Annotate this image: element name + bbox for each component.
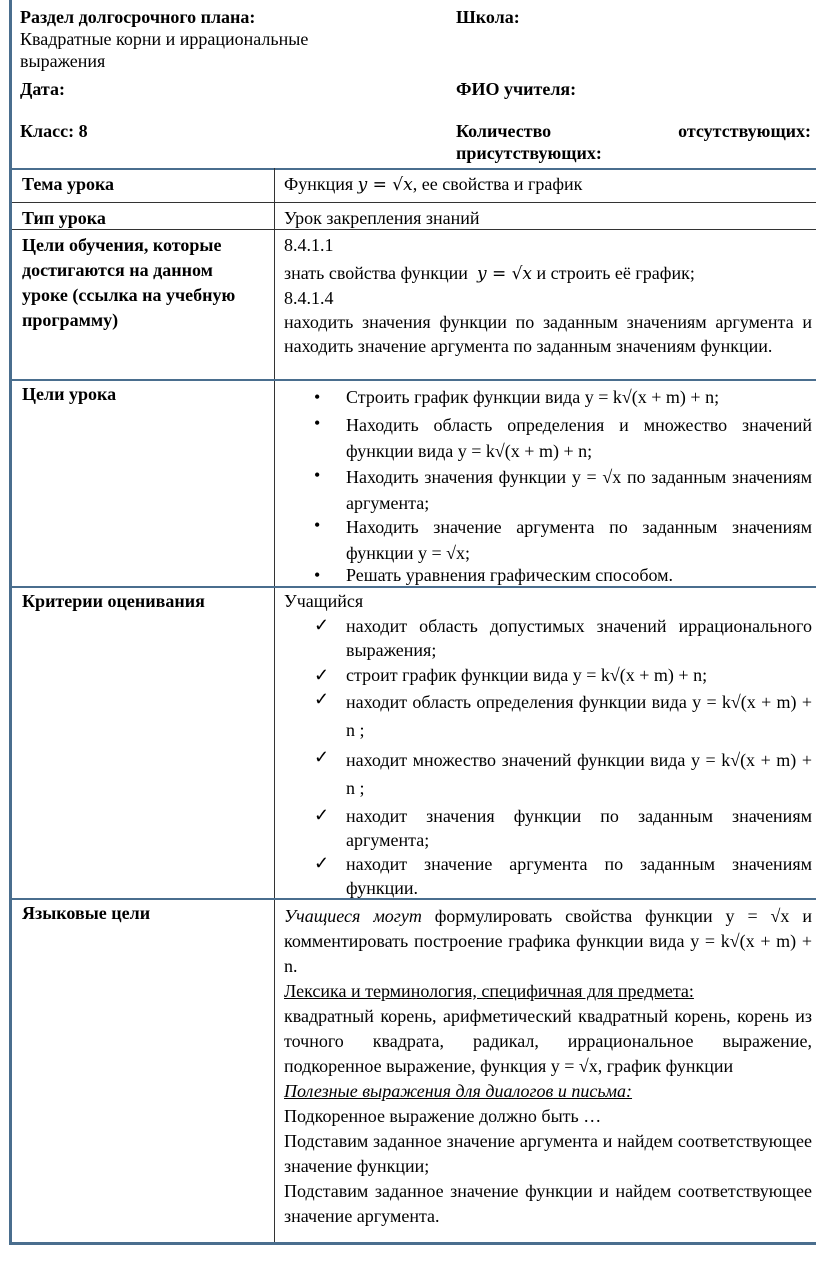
lang-vocab-heading: Лексика и терминология, специфичная для предмета: [284, 981, 694, 1001]
criteria-item: строит график функции вида y = k√(x + m) + n; [346, 665, 708, 685]
goals-label: Цели урока [22, 384, 117, 404]
bullet-icon: • [314, 413, 321, 433]
type-label: Тип урока [22, 208, 106, 228]
checkmark-icon: ✓ [314, 747, 330, 767]
lesson-plan-sheet [9, 0, 816, 1245]
criteria-label: Критерии оценивания [22, 591, 205, 611]
header-block [12, 0, 816, 170]
checkmark-icon: ✓ [314, 665, 330, 685]
goal-item: Находить значения функции y = √x по заданным значениям аргумента; [346, 467, 812, 513]
column-divider [274, 168, 275, 1242]
attendance-counts: Количество отсутствующих: присутствующих: [456, 121, 811, 163]
goal-item: Строить график функции вида y = k√(x + m) + n; [346, 387, 720, 407]
lang-intro: Учащиеся могут формулировать свойства функции y = √x и комментировать построение графика функции вида y = k√(x + m) + n. [284, 906, 812, 976]
row-divider [12, 202, 816, 203]
plan-section-label: Раздел долгосрочного плана: [20, 7, 256, 27]
goal-item: Находить значение аргумента по заданным значениям функции y = √x; [346, 517, 812, 563]
lang-label: Языковые цели [22, 903, 151, 923]
row-divider [12, 379, 816, 381]
criteria-item: находит область определения функции вида y = k√(x + m) + n ; [346, 692, 812, 740]
criteria-item: находит значения функции по заданным значениям аргумента; [346, 806, 812, 850]
school-label: Школа: [456, 7, 520, 27]
lang-phrase: Подставим заданное значение функции и найдем соответствующее значение аргумента. [284, 1181, 812, 1226]
row-divider [12, 229, 816, 230]
lang-value [284, 904, 812, 1229]
checkmark-icon: ✓ [314, 805, 330, 825]
plan-section-value: Квадратные корни и иррациональные выражения [20, 29, 309, 71]
topic-label: Тема урока [22, 174, 115, 194]
objectives-value [284, 233, 812, 358]
lang-phrase: Подставим заданное значение аргумента и найдем соответствующее значение функции; [284, 1131, 812, 1176]
objective-text-1: знать свойства функции y = √x и строить её график; [284, 263, 695, 284]
lang-phrases-heading: Полезные выражения для диалогов и письма: [284, 1081, 633, 1101]
date-label: Дата: [20, 79, 65, 99]
teacher-label: ФИО учителя: [456, 79, 577, 99]
criteria-item: находит область допустимых значений иррационального выражения; [346, 616, 812, 660]
objectives-label: Цели обучения, которые достигаются на данном уроке (ссылка на учебную программу) [22, 235, 236, 330]
objective-code-2: 8.4.1.4 [284, 288, 334, 308]
lang-vocab: квадратный корень, арифметический квадратный корень, корень из точного квадрата, радикал, иррациональное выражение, подкоренное выражение, функция y = √x, график функции [284, 1006, 812, 1076]
objective-code-1: 8.4.1.1 [284, 235, 334, 255]
topic-formula: y = √x [357, 175, 413, 195]
row-divider [12, 898, 816, 900]
lang-phrase: Подкоренное выражение должно быть … [284, 1106, 602, 1126]
checkmark-icon: ✓ [314, 853, 330, 873]
bullet-icon: • [314, 387, 321, 407]
type-value: Урок закрепления знаний [284, 208, 480, 228]
objective-text-2: находить значения функции по заданным значениям аргумента и находить значение аргумента по заданным значениям функции. [284, 312, 812, 356]
bullet-icon: • [314, 515, 321, 535]
goal-item: Находить область определения и множество значений функции вида y = k√(x + m) + n; [346, 415, 812, 461]
criteria-intro: Учащийся [284, 591, 364, 611]
criteria-item: находит значение аргумента по заданным значениям функции. [346, 854, 812, 898]
checkmark-icon: ✓ [314, 615, 330, 635]
criteria-item: находит множество значений функции вида y = k√(x + m) + n ; [346, 750, 812, 798]
bullet-icon: • [314, 565, 321, 585]
topic-value: Функция y = √x, ее свойства и график [284, 174, 583, 195]
class-label: Класс: 8 [20, 121, 88, 141]
row-divider [12, 586, 816, 588]
bullet-icon: • [314, 465, 321, 485]
checkmark-icon: ✓ [314, 689, 330, 709]
plan-section [20, 6, 380, 72]
goal-item: Решать уравнения графическим способом. [346, 565, 674, 585]
